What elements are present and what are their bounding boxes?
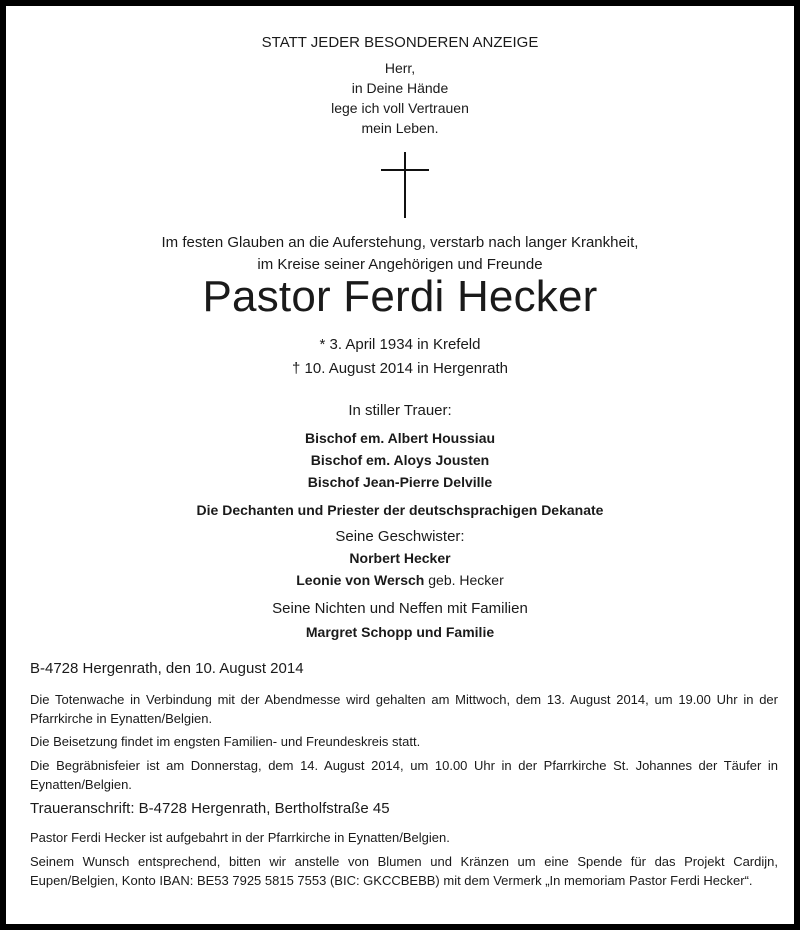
siblings-label: Seine Geschwister:	[335, 528, 465, 545]
sibling-name: Leonie von Wersch	[296, 572, 425, 588]
death-date: † 10. August 2014 in Hergenrath	[292, 360, 508, 377]
mourner-bishop: Bischof Jean-Pierre Delville	[307, 474, 493, 490]
notice-heading: STATT JEDER BESONDEREN ANZEIGE	[261, 34, 539, 51]
intro-line: Im festen Glauben an die Auferstehung, verstarb nach langer Krankheit,	[161, 234, 639, 251]
mourner-bishop: Bischof em. Aloys Jousten	[310, 452, 490, 468]
mourner-family: Margret Schopp und Familie	[305, 624, 495, 640]
verse-line: lege ich voll Vertrauen	[331, 100, 469, 116]
mourner-clergy: Die Dechanten und Priester der deutschsprachigen Dekanate	[196, 502, 604, 518]
mourner-sibling	[6, 572, 794, 588]
mourning-intro: In stiller Trauer:	[348, 402, 452, 419]
wake-info: Die Totenwache in Verbindung mit der Abendmesse wird gehalten am Mittwoch, dem 13. August 2014, um 19.00 Uhr in der Pfarrkirche in Eynatten/Belgien.	[30, 692, 778, 726]
intro-line: im Kreise seiner Angehörigen und Freunde	[257, 256, 543, 273]
mourning-address: Traueranschrift: B-4728 Hergenrath, Bertholfstraße 45	[30, 800, 390, 817]
verse-line: Herr,	[384, 60, 416, 76]
birth-date: * 3. April 1934 in Krefeld	[319, 336, 481, 353]
mourner-bishop: Bischof em. Albert Houssiau	[304, 430, 496, 446]
donation-info: Seinem Wunsch entsprechend, bitten wir anstelle von Blumen und Kränzen um eine Spende für das Projekt Cardijn, Eupen/Belgien, Konto IBAN: BE53 7925 5815 7553 (BIC: GKCCBEBB) mit dem Vermerk „In memoriam Pastor Ferdi Hecker“.	[30, 854, 778, 888]
mourner-sibling: Norbert Hecker	[349, 550, 451, 566]
burial-info: Die Beisetzung findet im engsten Familien- und Freundeskreis statt.	[30, 734, 421, 749]
deceased-name: Pastor Ferdi Hecker	[202, 272, 598, 321]
place-date: B-4728 Hergenrath, den 10. August 2014	[30, 660, 304, 677]
nieces-label: Seine Nichten und Neffen mit Familien	[272, 600, 528, 617]
verse-line: mein Leben.	[361, 120, 439, 136]
funeral-info: Die Begräbnisfeier ist am Donnerstag, dem 14. August 2014, um 10.00 Uhr in der Pfarrkirche St. Johannes der Täufer in Eynatten/Belgien.	[30, 758, 778, 792]
verse-line: in Deine Hände	[351, 80, 449, 96]
sibling-maiden-name: geb. Hecker	[424, 572, 504, 588]
laid-out-info: Pastor Ferdi Hecker ist aufgebahrt in der Pfarrkirche in Eynatten/Belgien.	[30, 830, 450, 845]
